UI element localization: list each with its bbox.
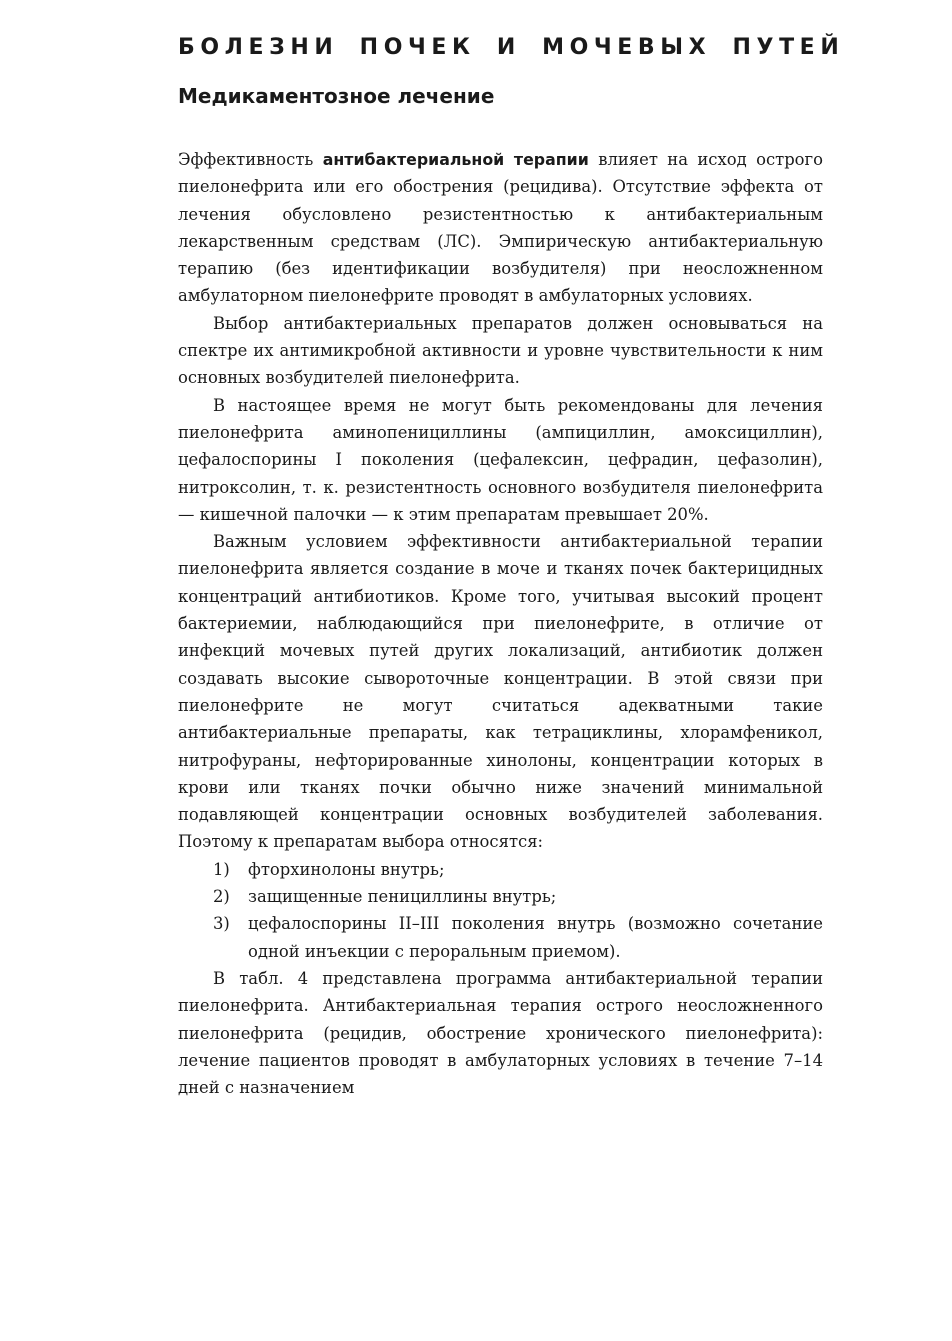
paragraph-1-start: Эффективность: [178, 150, 323, 169]
running-title: БОЛЕЗНИ ПОЧЕК И МОЧЕВЫХ ПУТЕЙ: [178, 35, 845, 60]
list-item-number: 3): [213, 914, 230, 934]
list-item: [178, 910, 823, 965]
paragraph-2: Выбор антибактериальных препаратов должен основываться на спектре их антимикробной активности и уровне чувствительности к ним основных возбудителей пиелонефрита.: [178, 313, 823, 388]
body-text: [178, 146, 823, 1101]
drug-list: [178, 856, 823, 965]
list-item-text: фторхинолоны внутрь;: [248, 859, 445, 879]
list-item-text: цефалоспорины II–III поколения внутрь (возможно сочетание одной инъекции с пероральным приемом).: [248, 914, 823, 961]
paragraph-3: В настоящее время не могут быть рекомендованы для лечения пиелонефрита аминопенициллины (ампициллин, амоксициллин), цефалоспорины I поколения (цефалексин, цефрадин, цефазолин), нитроксолин, т. к. резистентность основного возбудителя пиелонефрита — кишечной палочки — к этим препаратам превышает 20%.: [178, 395, 823, 524]
section-title: Медикаментозное лечение: [178, 84, 495, 108]
bold-term: антибактериальной терапии: [322, 150, 589, 169]
list-item-text: защищенные пенициллины внутрь;: [248, 887, 557, 907]
paragraph-1-rest: влияет на исход острого пиелонефрита или его обострения (рецидива). Отсутствие эффекта от лечения обусловлено резистентностью к антибактериальным лекарственным средствам (ЛС). Эмпирическую антибактериальную терапию (без идентификации возбудителя) при неосложненном амбулаторном пиелонефрите проводят в амбулаторных условиях.: [178, 150, 824, 306]
list-item-number: 2): [213, 887, 230, 907]
list-item: [178, 883, 823, 910]
paragraph-1: [178, 146, 823, 310]
paragraph-5: В табл. 4 представлена программа антибактериальной терапии пиелонефрита. Антибактериальная терапия острого неосложненного пиелонефрита (рецидив, обострение хронического пиелонефрита): лечение пациентов проводят в амбулаторных условиях в течение 7–14 дней с назначением: [178, 968, 823, 1098]
book-page: [178, 30, 845, 1101]
list-item-number: 1): [213, 859, 230, 879]
paragraph-4: Важным условием эффективности антибактериальной терапии пиелонефрита является создание в моче и тканях почек бактерицидных концентраций антибиотиков. Кроме того, учитывая высокий процент бактериемии, наблюдающийся при пиелонефрите, в отличие от инфекций мочевых путей других локализаций, антибиотик должен создавать высокие сывороточные концентрации. В этой связи при пиелонефрите не могут считаться адекватными такие антибактериальные препараты, как тетрациклины, хлорамфеникол, нитрофураны, нефторированные хинолоны, концентрации которых в крови или тканях почки обычно ниже значений минимальной подавляющей концентрации основных возбудителей заболевания. Поэтому к препаратам выбора относятся:: [178, 532, 823, 852]
list-item: [178, 856, 823, 883]
